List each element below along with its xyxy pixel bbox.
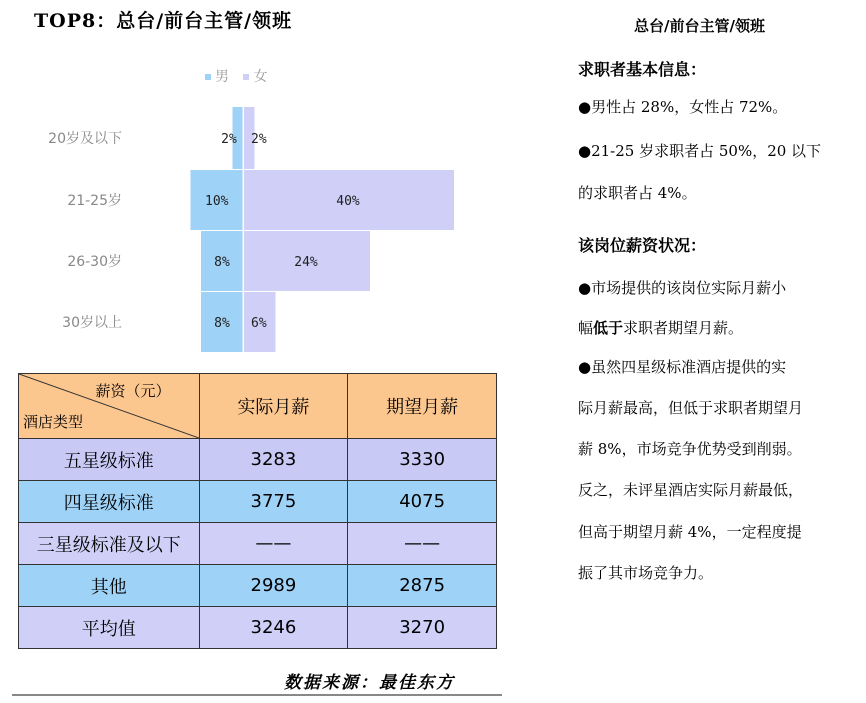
table-row xyxy=(19,439,497,481)
age-gender-chart xyxy=(0,0,500,360)
row-type: 五星级标准 xyxy=(19,439,200,481)
row-expected: 3270 xyxy=(348,607,497,649)
salary-para2-line: 但高于期望月薪 4%，一定程度提 xyxy=(578,523,802,541)
salary-para1-bold: 低于 xyxy=(593,319,624,337)
data-source: 数据来源：最佳东方 xyxy=(284,673,455,693)
data-label-female: 2% xyxy=(251,132,267,147)
row-expected: 3330 xyxy=(348,439,497,481)
header-salary-label: 薪资（元） xyxy=(95,382,171,400)
data-label-male: 8% xyxy=(214,255,230,270)
row-type: 其他 xyxy=(19,565,200,607)
row-actual: —— xyxy=(199,523,348,565)
row-actual: 3283 xyxy=(199,439,348,481)
data-label-female: 40% xyxy=(336,194,360,209)
category-label: 20岁及以下 xyxy=(48,131,122,147)
category-label: 21-25岁 xyxy=(67,193,122,209)
legend-label-female: 女 xyxy=(253,69,268,85)
table-corner-cell xyxy=(19,374,200,439)
data-label-female: 24% xyxy=(294,255,318,270)
salary-para1-line1: ●市场提供的该岗位实际月薪小 xyxy=(578,279,787,297)
category-label: 26-30岁 xyxy=(67,254,122,270)
data-label-male: 10% xyxy=(205,194,229,209)
data-label-female: 6% xyxy=(251,316,267,331)
salary-para2-line: 薪 8%，市场竞争优势受到削弱。 xyxy=(578,440,802,458)
row-expected: 4075 xyxy=(348,481,497,523)
page-title: TOP8：总台/前台主管/领班 xyxy=(34,10,293,32)
age-ratio-line1: ●21-25 岁求职者占 50%，20 以下 xyxy=(578,142,822,160)
data-label-male: 8% xyxy=(214,316,230,331)
salary-para2-line: 际月薪最高，但低于求职者期望月 xyxy=(578,399,804,417)
row-expected: —— xyxy=(348,523,497,565)
salary-para1-line2 xyxy=(578,318,850,338)
table-row xyxy=(19,565,497,607)
salary-para2-line: ●虽然四星级标准酒店提供的实 xyxy=(578,358,787,376)
gender-ratio-text: ●男性占 28%，女性占 72%。 xyxy=(578,98,788,116)
table-row xyxy=(19,523,497,565)
basic-info-heading: 求职者基本信息： xyxy=(578,60,707,79)
row-actual: 3246 xyxy=(199,607,348,649)
header-expected-salary: 期望月薪 xyxy=(348,374,497,439)
row-type: 四星级标准 xyxy=(19,481,200,523)
section-title: 总台/前台主管/领班 xyxy=(634,17,765,35)
table-row xyxy=(19,481,497,523)
table-row xyxy=(19,607,497,649)
table-header-row xyxy=(19,374,497,439)
age-ratio-line2: 的求职者占 4%。 xyxy=(578,184,697,202)
row-type: 三星级标准及以下 xyxy=(19,523,200,565)
salary-table xyxy=(18,373,497,649)
data-label-male: 2% xyxy=(221,132,237,147)
category-label: 30岁以上 xyxy=(62,315,122,331)
header-hotel-type-label: 酒店类型 xyxy=(23,413,84,431)
salary-para1-pre: 幅 xyxy=(578,319,594,337)
salary-para2-line: 反之，未评星酒店实际月薪最低， xyxy=(578,481,804,499)
row-type: 平均值 xyxy=(19,607,200,649)
row-actual: 2989 xyxy=(199,565,348,607)
salary-para2-line: 振了其市场竞争力。 xyxy=(578,564,714,582)
salary-status-heading: 该岗位薪资状况： xyxy=(578,236,707,255)
salary-para1-post: 求职者期望月薪。 xyxy=(623,319,744,337)
legend-label-male: 男 xyxy=(215,69,229,85)
row-expected: 2875 xyxy=(348,565,497,607)
divider xyxy=(12,694,502,696)
row-actual: 3775 xyxy=(199,481,348,523)
header-actual-salary: 实际月薪 xyxy=(199,374,348,439)
